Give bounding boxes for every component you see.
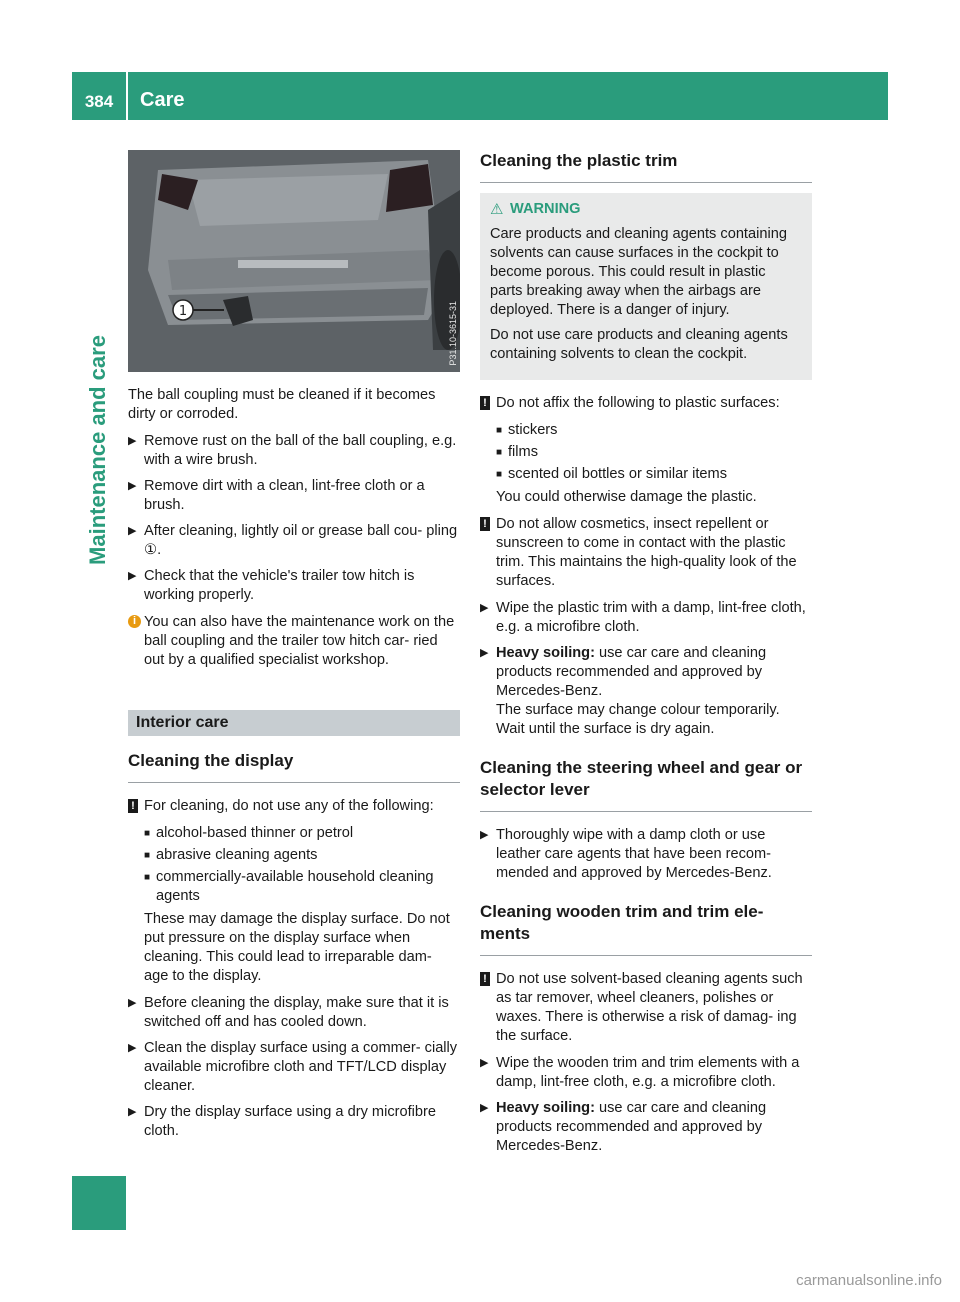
exclamation-icon: ! xyxy=(480,517,490,531)
warning-triangle-icon: ⚠ xyxy=(490,201,504,218)
warning-text: Do not use care products and cleaning agents containing solvents to clean the cockpit. xyxy=(490,327,788,362)
bullet-icon: ■ xyxy=(144,850,151,861)
ball-coupling-photo xyxy=(128,150,460,372)
footer-watermark: carmanualsonline.info xyxy=(796,1272,942,1289)
display-note: ! For cleaning, do not use any of the following: xyxy=(128,797,460,816)
list-item: ■ commercially-available household cleaning agents xyxy=(144,869,434,904)
intro-text: The ball coupling must be cleaned if it becomes dirty or corroded. xyxy=(128,387,436,422)
arrow-icon: ▶ xyxy=(480,602,489,614)
step-item: ▶ Before cleaning the display, make sure that it is switched off and has cooled down. xyxy=(128,995,449,1030)
callout-number: 1 xyxy=(178,304,188,319)
step-item: ▶ Check that the vehicle's trailer tow hitch is working properly. xyxy=(128,568,415,603)
bullet-icon: ■ xyxy=(144,872,151,883)
step-item: ▶ Wipe the wooden trim and trim elements with a damp, lint-free cloth, e.g. a microfibre cloth. xyxy=(480,1055,800,1090)
list-item: ■ abrasive cleaning agents xyxy=(144,847,318,863)
heading-cleaning-steering: Cleaning the steering wheel and gear or selector lever xyxy=(480,757,812,812)
car-rear-illustration xyxy=(128,150,460,372)
list-item: ■ films xyxy=(496,444,538,460)
side-tab-label: Maintenance and care xyxy=(85,335,110,565)
cosmetics-note: ! Do not allow cosmetics, insect repellent or sunscreen to come in contact with the plastic trim. This maintains the high-quality look of the surfaces. xyxy=(480,515,812,591)
info-note: i You can also have the maintenance work on the ball coupling and the trailer tow hitch car- ried out by a qualified specialist workshop. xyxy=(128,613,460,670)
bullet-icon: ■ xyxy=(496,425,503,436)
step-item: ▶ Thoroughly wipe with a damp cloth or use leather care agents that have been recom- mended and approved by Mercedes-Benz. xyxy=(480,827,772,881)
right-column xyxy=(480,150,812,1163)
heading-cleaning-plastic: Cleaning the plastic trim xyxy=(480,150,812,183)
arrow-icon: ▶ xyxy=(480,1057,489,1069)
step-item: ▶ Heavy soiling: use car care and cleaning products recommended and approved by Mercedes-Benz. The surface may change colour temporarily. Wait until the surface is dry again. xyxy=(480,645,780,737)
arrow-icon: ▶ xyxy=(128,435,137,447)
heading-cleaning-display: Cleaning the display xyxy=(128,750,460,783)
arrow-icon: ▶ xyxy=(128,525,137,537)
arrow-icon: ▶ xyxy=(128,570,137,582)
heading-cleaning-wooden: Cleaning wooden trim and trim ele- ments xyxy=(480,901,812,956)
arrow-icon: ▶ xyxy=(128,1106,137,1118)
wooden-note: ! Do not use solvent-based cleaning agents such as tar remover, wheel cleaners, polishes or waxes. There is otherwise a risk of damag- ing the surface. xyxy=(480,970,812,1046)
header-divider xyxy=(126,72,128,120)
display-avoid-list xyxy=(144,824,460,906)
interior-care-band: Interior care xyxy=(128,710,460,736)
side-tab-marker xyxy=(72,1176,126,1230)
warning-text: Care products and cleaning agents containing solvents can cause surfaces in the cockpit to become porous. This could result in plastic parts breaking away when the airbags are deployed. There is a danger of injury. xyxy=(490,226,787,318)
page-number: 384 xyxy=(84,92,114,111)
info-icon: i xyxy=(128,615,141,628)
warning-box xyxy=(480,193,812,380)
plastic-note-continuation: You could otherwise damage the plastic. xyxy=(496,489,757,505)
photo-code: P31.10-3615-31 xyxy=(448,301,458,366)
plastic-avoid-list xyxy=(496,421,812,484)
left-column xyxy=(128,150,460,1148)
arrow-icon: ▶ xyxy=(480,1102,489,1114)
arrow-icon: ▶ xyxy=(128,1042,137,1054)
bullet-icon: ■ xyxy=(144,828,151,839)
display-note-continuation: These may damage the display surface. Do not put pressure on the display surface when cleaning. This could lead to irreparable dam- age to the display. xyxy=(144,911,450,984)
arrow-icon: ▶ xyxy=(480,829,489,841)
header-bar xyxy=(72,72,888,120)
step-item: ▶ Wipe the plastic trim with a damp, lint-free cloth, e.g. a microfibre cloth. xyxy=(480,600,806,635)
step-item: ▶ Clean the display surface using a commer- cially available microfibre cloth and TFT/LCD display cleaner. xyxy=(128,1040,458,1094)
step-item: ▶ After cleaning, lightly oil or grease ball cou- pling ①. xyxy=(128,523,458,558)
list-item: ■ alcohol-based thinner or petrol xyxy=(144,825,354,841)
step-item: ▶ Dry the display surface using a dry microfibre cloth. xyxy=(128,1104,436,1139)
exclamation-icon: ! xyxy=(480,396,490,410)
list-item: ■ stickers xyxy=(496,422,558,438)
step-item: ▶ Remove dirt with a clean, lint-free cloth or a brush. xyxy=(128,478,425,513)
ball-coupling-steps xyxy=(128,432,460,605)
list-item: ■ scented oil bottles or similar items xyxy=(496,466,727,482)
side-tab xyxy=(78,240,118,660)
display-steps xyxy=(128,994,460,1141)
section-title: Care xyxy=(140,89,185,111)
bullet-icon: ■ xyxy=(496,469,503,480)
bullet-icon: ■ xyxy=(496,447,503,458)
arrow-icon: ▶ xyxy=(480,647,489,659)
plastic-note: ! Do not affix the following to plastic surfaces: xyxy=(480,394,812,413)
warning-title: ⚠ WARNING xyxy=(490,201,581,218)
exclamation-icon: ! xyxy=(480,972,490,986)
arrow-icon: ▶ xyxy=(128,480,137,492)
step-item: ▶ Remove rust on the ball of the ball coupling, e.g. with a wire brush. xyxy=(128,433,457,468)
exclamation-icon: ! xyxy=(128,799,138,813)
step-item: ▶ Heavy soiling: use car care and cleaning products recommended and approved by Mercedes-Benz. xyxy=(480,1100,767,1154)
arrow-icon: ▶ xyxy=(128,997,137,1009)
